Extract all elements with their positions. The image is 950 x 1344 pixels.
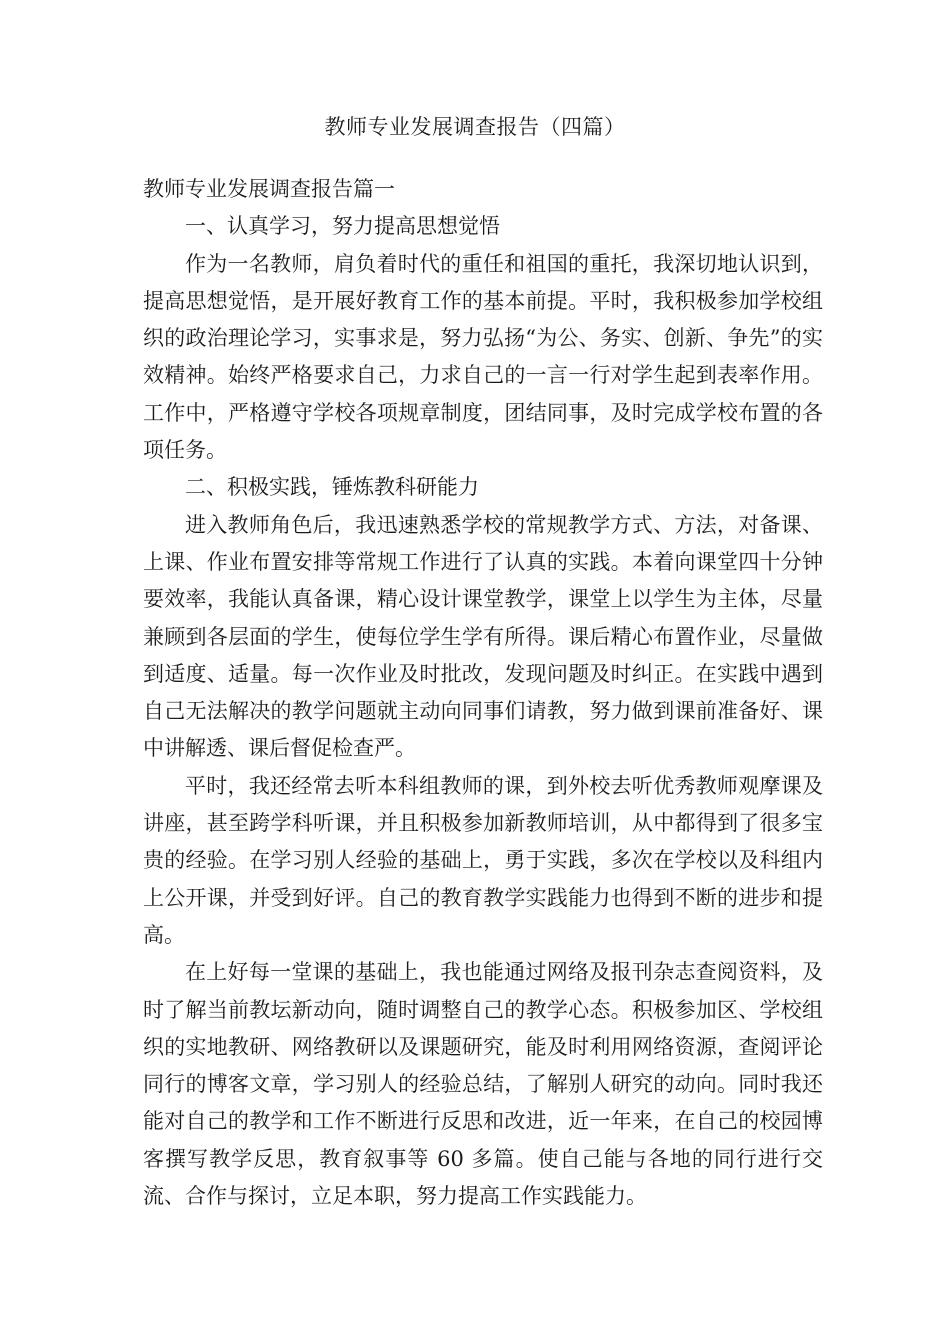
paragraph-ideology: 作为一名教师，肩负着时代的重任和祖国的重托，我深切地认识到，提高思想觉悟，是开展好教育工作的基本前提。平时，我积极参加学校组织的政治理论学习，实事求是，努力弘扬“为公、务实、创新、争先”的实效精神。始终严格要求自己，力求自己的一言一行对学生起到表率作用。工作中，严格遵守学校各项规章制度，团结同事，及时完成学校布置的各项任务。	[143, 251, 823, 463]
paragraph-routine-teaching: 进入教师角色后，我迅速熟悉学校的常规教学方式、方法，对备课、上课、作业布置安排等常规工作进行了认真的实践。本着向课堂四十分钟要效率，我能认真备课，精心设计课堂教学，课堂上以学生为主体，尽量兼顾到各层面的学生，使每位学生学有所得。课后精心布置作业，尽量做到适度、适量。每一次作业及时批改，发现问题及时纠正。在实践中遇到自己无法解决的教学问题就主动向同事们请教，努力做到课前准备好、课中讲解透、课后督促检查严。	[143, 512, 823, 761]
section-title: 教师专业发展调查报告篇一	[143, 177, 395, 201]
document-body	[143, 171, 823, 1215]
document-title: 教师专业发展调查报告（四篇）	[324, 115, 626, 139]
heading-practice: 二、积极实践，锤炼教科研能力	[185, 475, 479, 500]
paragraph-research: 在上好每一堂课的基础上，我也能通过网络及报刊杂志查阅资料，及时了解当前教坛新动向，随时调整自己的教学心态。积极参加区、学校组织的实地教研、网络教研以及课题研究，能及时利用网络资源，查阅评论同行的博客文章，学习别人的经验总结，了解别人研究的动向。同时我还能对自己的教学和工作不断进行反思和改进，近一年来，在自己的校园博客撰写教学反思，教育叙事等 60 多篇。使自己能与各地的同行进行交流、合作与探讨，立足本职，努力提高工作实践能力。	[143, 960, 823, 1209]
paragraph-observation: 平时，我还经常去听本科组教师的课，到外校去听优秀教师观摩课及讲座，甚至跨学科听课，并且积极参加新教师培训，从中都得到了很多宝贵的经验。在学习别人经验的基础上，勇于实践，多次在学校以及科组内上公开课，并受到好评。自己的教育教学实践能力也得到不断的进步和提高。	[143, 773, 823, 947]
heading-study: 一、认真学习，努力提高思想觉悟	[185, 214, 500, 239]
